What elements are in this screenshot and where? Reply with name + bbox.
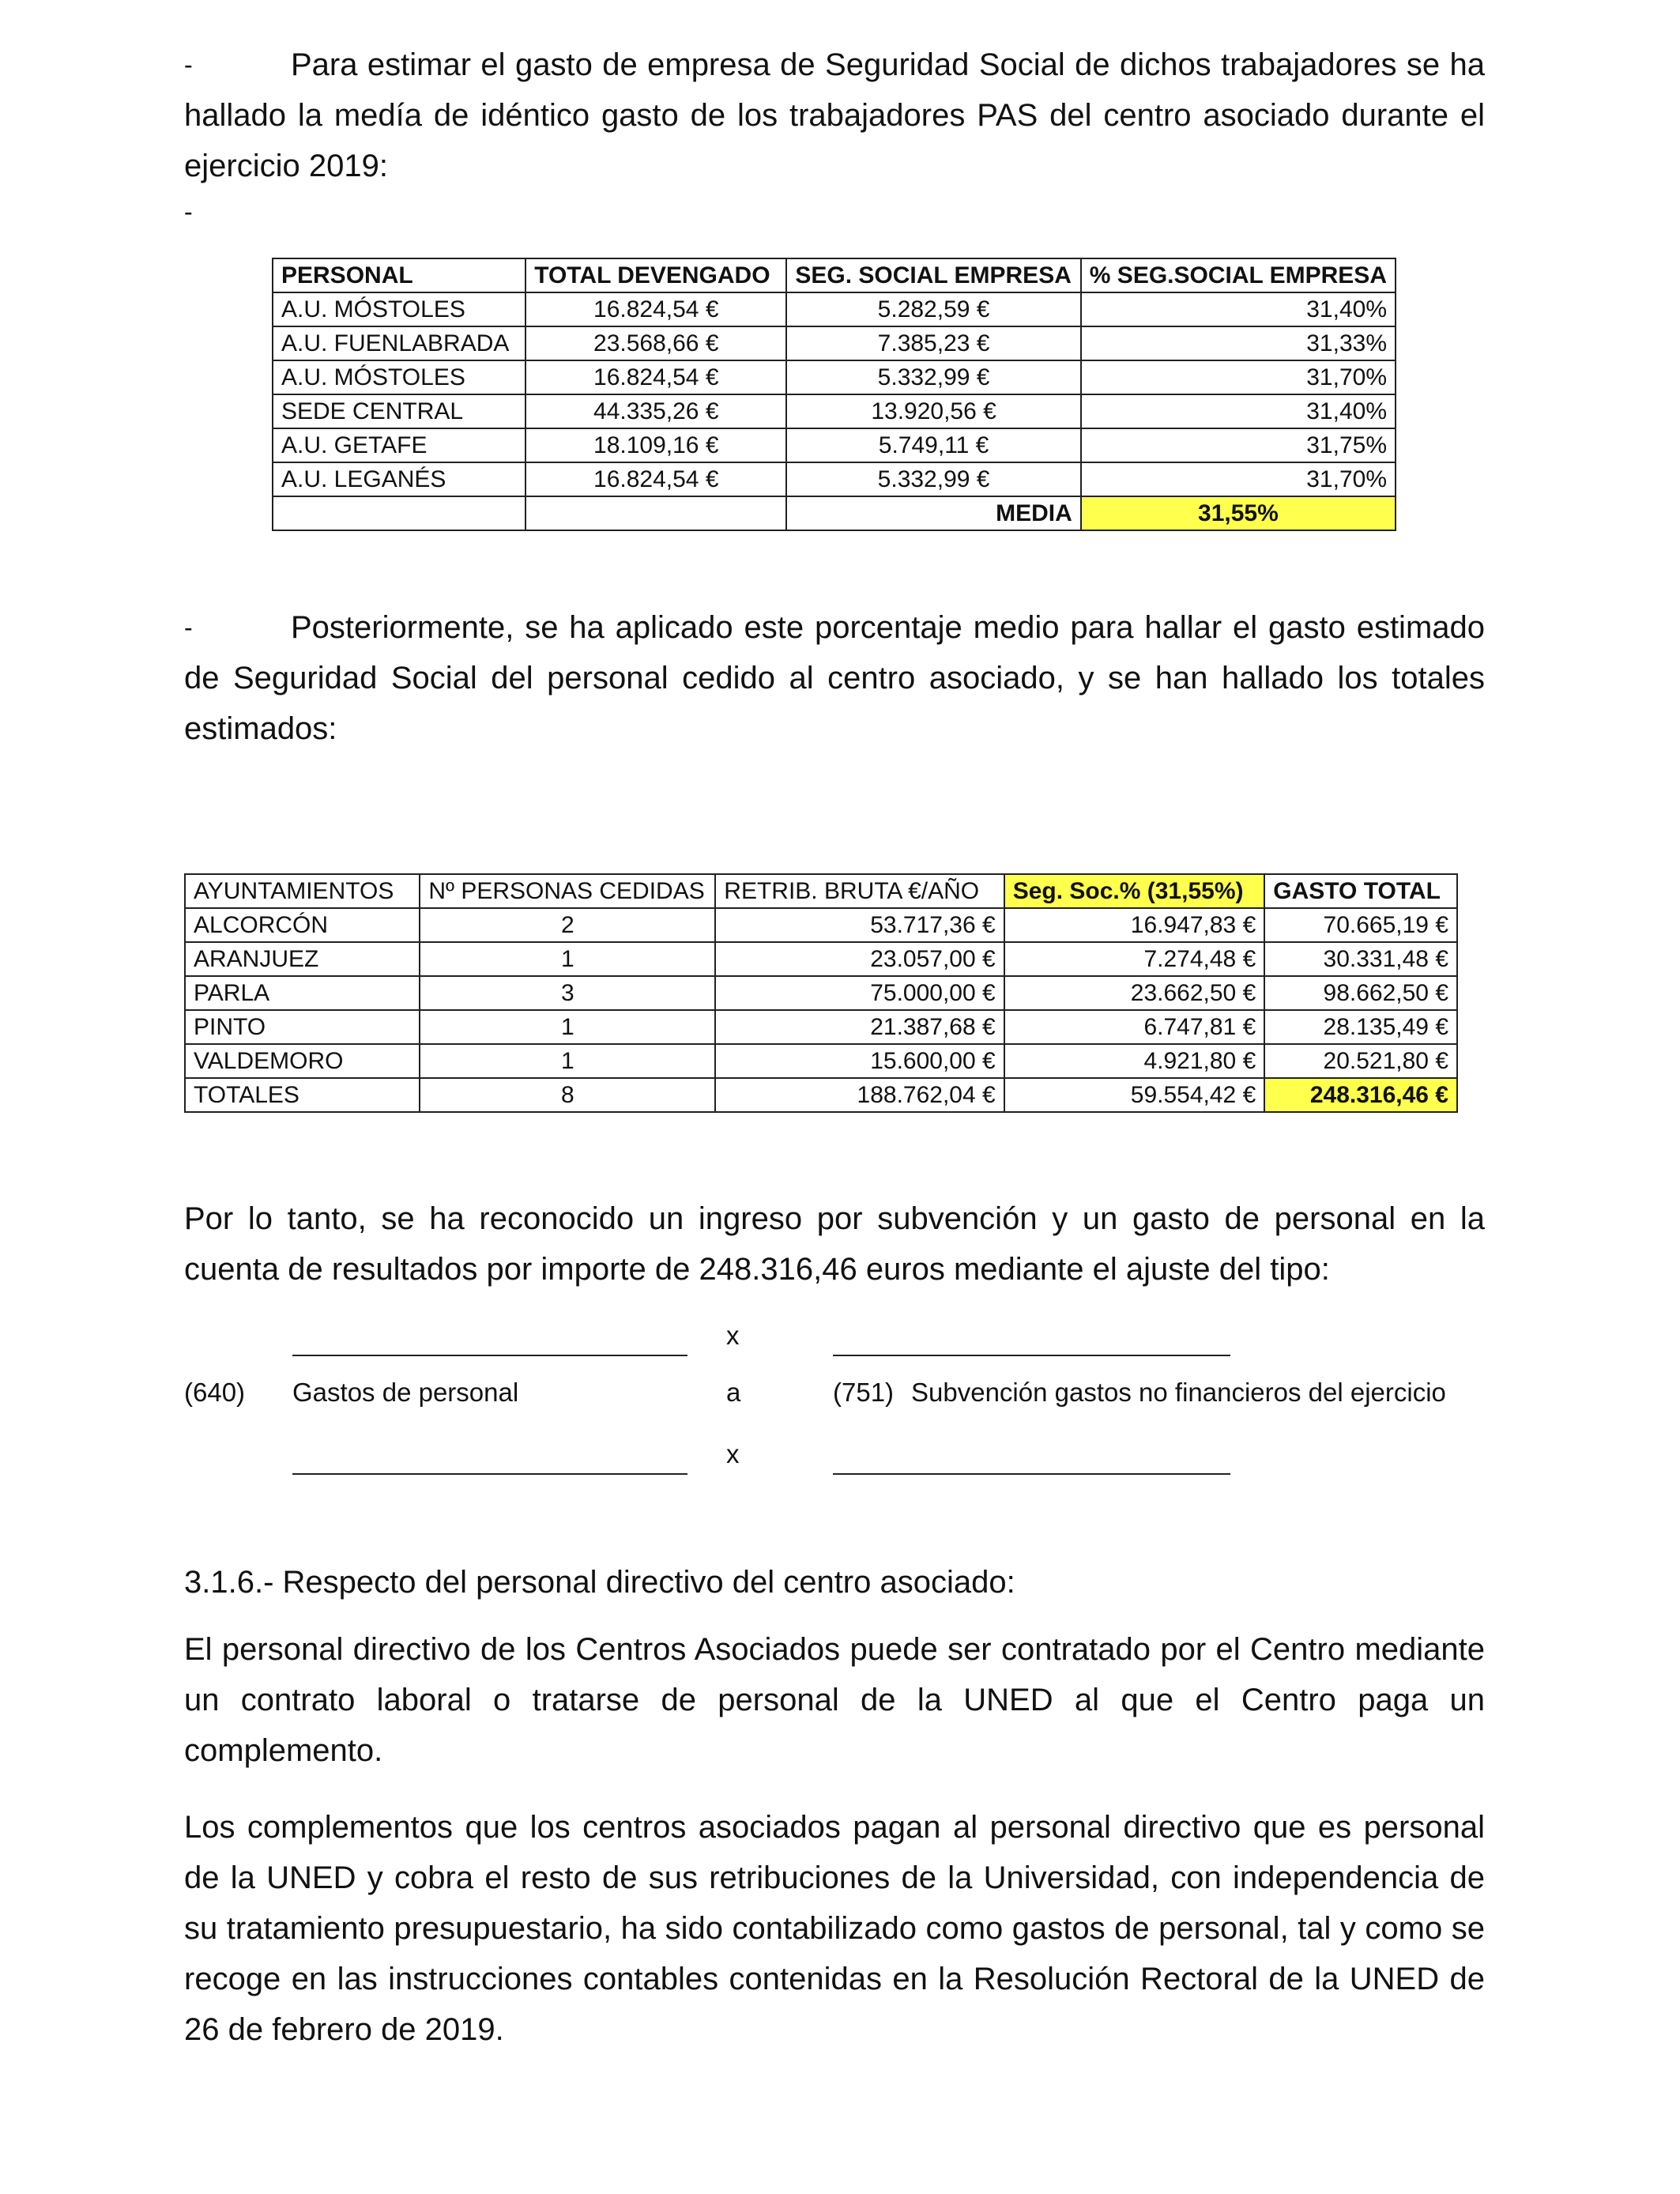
table-cell: 7.385,23 € — [786, 326, 1080, 360]
second-paragraph-text: Posteriormente, se ha aplicado este porcentaje medio para hallar el gasto estimado de Seguridad Social del personal cedido al centro asociado, y se han hallado los totales estimados: — [184, 610, 1485, 746]
table-row — [185, 942, 1457, 976]
table-row — [273, 462, 1396, 496]
table-row — [273, 326, 1396, 360]
table-row — [273, 292, 1396, 326]
table-cell: 3 — [420, 976, 715, 1010]
table-cell: 7.274,48 € — [1004, 942, 1265, 976]
table-header-cell: % SEG.SOCIAL EMPRESA — [1081, 258, 1396, 292]
conclusion-paragraph: Por lo tanto, se ha reconocido un ingreso por subvención y un gasto de personal en la cuenta de resultados por importe de 248.316,46 euros mediante el ajuste del tipo: — [184, 1201, 1485, 1287]
table-cell: 23.568,66 € — [525, 326, 786, 360]
table-media-row — [273, 496, 1396, 530]
table-cell: 31,40% — [1081, 394, 1396, 428]
pas-seguridad-social-table — [272, 258, 1396, 531]
table-cell: 18.109,16 € — [525, 428, 786, 462]
table-cell: 23.662,50 € — [1004, 976, 1265, 1010]
table-header-cell: Seg. Soc.% (31,55%) — [1004, 874, 1265, 908]
table-cell: A.U. GETAFE — [273, 428, 525, 462]
debit-account-code: (640) — [184, 1378, 246, 1407]
table-cell: 6.747,81 € — [1004, 1010, 1265, 1044]
second-paragraph — [184, 602, 1485, 754]
table-cell: TOTALES — [185, 1078, 420, 1112]
paragraph-directivo-2: Los complementos que los centros asociados pagan al personal directivo que es personal de la UNED y cobra el resto de sus retribuciones de la Universidad, con independencia de su tratamiento presupuestario, ha sido contabilizado como gastos de personal, tal y como se recoge en las instrucciones contables contenidas en la Resolución Rectoral de la UNED de 26 de febrero de 2019. — [184, 1810, 1485, 2047]
table-cell: 1 — [420, 1044, 715, 1078]
table-header-cell: GASTO TOTAL — [1264, 874, 1457, 908]
table-header-row — [185, 874, 1457, 908]
journal-connector: a — [726, 1378, 741, 1407]
ayuntamientos-table — [184, 873, 1458, 1113]
table-header-cell: RETRIB. BRUTA €/AÑO — [715, 874, 1004, 908]
grand-total-cell: 248.316,46 € — [1264, 1078, 1457, 1112]
table-cell: 31,33% — [1081, 326, 1396, 360]
table-header-cell: PERSONAL — [273, 258, 525, 292]
list-dash: - — [184, 51, 193, 79]
section-heading: 3.1.6.- Respecto del personal directivo del centro asociado: — [184, 1565, 1015, 1600]
table-cell: PARLA — [185, 976, 420, 1010]
journal-top-line-left — [292, 1355, 687, 1356]
credit-account-name: Subvención gastos no financieros del ejercicio — [911, 1378, 1446, 1407]
table-cell: 31,75% — [1081, 428, 1396, 462]
table-cell: 5.282,59 € — [786, 292, 1080, 326]
table-cell: ALCORCÓN — [185, 908, 420, 942]
table-cell: 28.135,49 € — [1264, 1010, 1457, 1044]
journal-bottom-line-right — [833, 1473, 1230, 1475]
journal-bottom-marker: x — [726, 1439, 740, 1468]
table-cell: ARANJUEZ — [185, 942, 420, 976]
table-cell: 59.554,42 € — [1004, 1078, 1265, 1112]
table-cell: 16.824,54 € — [525, 360, 786, 394]
table-cell: 30.331,48 € — [1264, 942, 1457, 976]
table-cell: 1 — [420, 942, 715, 976]
table-cell: 20.521,80 € — [1264, 1044, 1457, 1078]
table-cell: VALDEMORO — [185, 1044, 420, 1078]
table-cell: 21.387,68 € — [715, 1010, 1004, 1044]
journal-bottom-line-left — [292, 1473, 687, 1475]
media-label: MEDIA — [786, 496, 1080, 530]
table-header-cell: Nº PERSONAS CEDIDAS — [420, 874, 715, 908]
list-dash: - — [184, 198, 193, 226]
table-cell: 15.600,00 € — [715, 1044, 1004, 1078]
table-cell: A.U. LEGANÉS — [273, 462, 525, 496]
table-cell: 31,40% — [1081, 292, 1396, 326]
table-row — [185, 976, 1457, 1010]
table-cell-empty — [525, 496, 786, 530]
table-cell: A.U. FUENLABRADA — [273, 326, 525, 360]
table-cell: 1 — [420, 1010, 715, 1044]
table-row — [185, 1044, 1457, 1078]
media-value: 31,55% — [1081, 496, 1396, 530]
table-cell: 44.335,26 € — [525, 394, 786, 428]
table-cell: 16.947,83 € — [1004, 908, 1265, 942]
table-cell: PINTO — [185, 1010, 420, 1044]
intro-paragraph-text: Para estimar el gasto de empresa de Seguridad Social de dichos trabajadores se ha hallado la medía de idéntico gasto de los trabajadores PAS del centro asociado durante el ejercicio 2019: — [184, 47, 1485, 183]
table-cell-empty — [273, 496, 525, 530]
table-header-cell: AYUNTAMIENTOS — [185, 874, 420, 908]
table-cell: 31,70% — [1081, 360, 1396, 394]
table-cell: 75.000,00 € — [715, 976, 1004, 1010]
debit-account-name: Gastos de personal — [292, 1378, 519, 1407]
table-row — [273, 428, 1396, 462]
intro-paragraph — [184, 40, 1485, 191]
table-row — [185, 1010, 1457, 1044]
paragraph-directivo-1: El personal directivo de los Centros Asociados puede ser contratado por el Centro mediante un contrato laboral o tratarse de personal de la UNED al que el Centro paga un complemento. — [184, 1632, 1485, 1768]
journal-top-marker: x — [726, 1321, 740, 1350]
table-cell: SEDE CENTRAL — [273, 394, 525, 428]
table-cell: 13.920,56 € — [786, 394, 1080, 428]
table-row — [273, 394, 1396, 428]
table-cell: A.U. MÓSTOLES — [273, 360, 525, 394]
table-cell: 70.665,19 € — [1264, 908, 1457, 942]
table-cell: 5.332,99 € — [786, 462, 1080, 496]
table-cell: 2 — [420, 908, 715, 942]
table-cell: 16.824,54 € — [525, 462, 786, 496]
table-cell: 5.332,99 € — [786, 360, 1080, 394]
table-cell: 98.662,50 € — [1264, 976, 1457, 1010]
table-cell: 188.762,04 € — [715, 1078, 1004, 1112]
credit-account-code: (751) — [833, 1378, 895, 1407]
table-header-row — [273, 258, 1396, 292]
table-row — [273, 360, 1396, 394]
table-cell: A.U. MÓSTOLES — [273, 292, 525, 326]
table-cell: 23.057,00 € — [715, 942, 1004, 976]
table-cell: 5.749,11 € — [786, 428, 1080, 462]
table-row — [185, 908, 1457, 942]
table-cell: 31,70% — [1081, 462, 1396, 496]
journal-top-line-right — [833, 1355, 1230, 1356]
table-cell: 53.717,36 € — [715, 908, 1004, 942]
table-header-cell: SEG. SOCIAL EMPRESA — [786, 258, 1080, 292]
list-dash: - — [184, 613, 193, 642]
table-cell: 4.921,80 € — [1004, 1044, 1265, 1078]
table-cell: 8 — [420, 1078, 715, 1112]
table-cell: 16.824,54 € — [525, 292, 786, 326]
table-totals-row — [185, 1078, 1457, 1112]
table-header-cell: TOTAL DEVENGADO — [525, 258, 786, 292]
